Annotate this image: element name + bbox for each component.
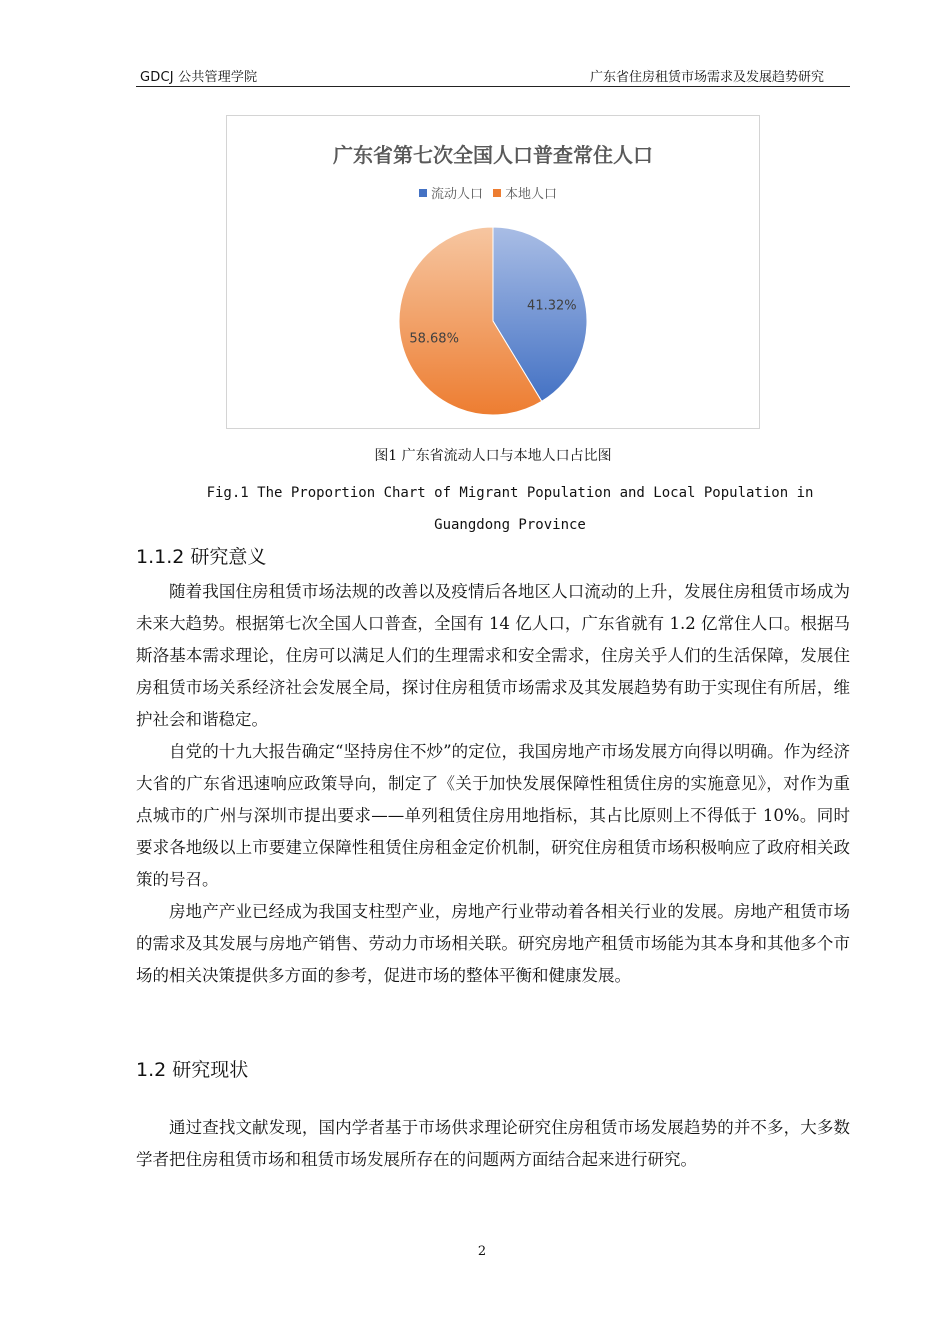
paragraph: 房地产产业已经成为我国支柱型产业，房地产行业带动着各相关行业的发展。房地产租赁市场的需求及其发展与房地产销售、劳动力市场相关联。研究房地产租赁市场能为其本身和其他多个市场的相关决策提供多方面的参考，促进市场的整体平衡和健康发展。	[136, 902, 850, 985]
page-header-left: GDCJ 公共管理学院	[140, 70, 258, 85]
chart-legend	[419, 186, 557, 202]
paragraph: 自党的十九大报告确定“坚持房住不炒”的定位，我国房地产市场发展方向得以明确。作为经济大省的广东省迅速响应政策导向，制定了《关于加快发展保障性租赁住房的实施意见》，对作为重点城市的广州与深圳市提出要求——单列租赁住房用地指标，其占比原则上不得低于 10%。同时要求各地级以上市要建立保障性租赁住房租金定价机制，研究住房租赁市场积极响应了政府相关政策的号召。	[136, 742, 850, 889]
paragraph: 通过查找文献发现，国内学者基于市场供求理论研究住房租赁市场发展趋势的并不多，大多数学者把住房租赁市场和租赁市场发展所存在的问题两方面结合起来进行研究。	[136, 1118, 850, 1169]
pie-data-label-1: 41.32%	[527, 298, 577, 314]
section-heading-1-1-2: 1.1.2 研究意义	[136, 546, 267, 568]
pie-slices	[399, 227, 587, 415]
paragraph: 随着我国住房租赁市场法规的改善以及疫情后各地区人口流动的上升，发展住房租赁市场成为未来大趋势。根据第七次全国人口普查，全国有 14 亿人口，广东省就有 1.2 亿常住人口。根据马斯洛基本需求理论，住房可以满足人们的生理需求和安全需求，住房关乎人们的生活保障，发展住房租赁市场关系经济社会发展全局，探讨住房租赁市场需求及其发展趋势有助于实现住有所居，维护社会和谐稳定。	[136, 582, 850, 729]
pie-data-label-2: 58.68%	[409, 331, 459, 347]
pie-chart-svg	[227, 116, 759, 428]
figure-caption-en: Fig.1 The Proportion Chart of Migrant Population and Local Population in Guangdong Province	[206, 485, 814, 533]
page-header-right: 广东省住房租赁市场需求及发展趋势研究	[589, 70, 824, 85]
section-heading-1-2: 1.2 研究现状	[136, 1059, 249, 1081]
legend-swatch-1	[419, 189, 427, 197]
legend-label-1: 流动人口	[431, 187, 484, 202]
legend-swatch-2	[493, 189, 501, 197]
figure-caption-cn: 图1 广东省流动人口与本地人口占比图	[374, 448, 612, 464]
page-number: 2	[477, 1244, 487, 1259]
header-rule	[136, 86, 850, 87]
pie-chart	[226, 115, 760, 429]
legend-label-2: 本地人口	[505, 187, 558, 202]
chart-title: 广东省第七次全国人口普查常住人口	[333, 143, 653, 167]
